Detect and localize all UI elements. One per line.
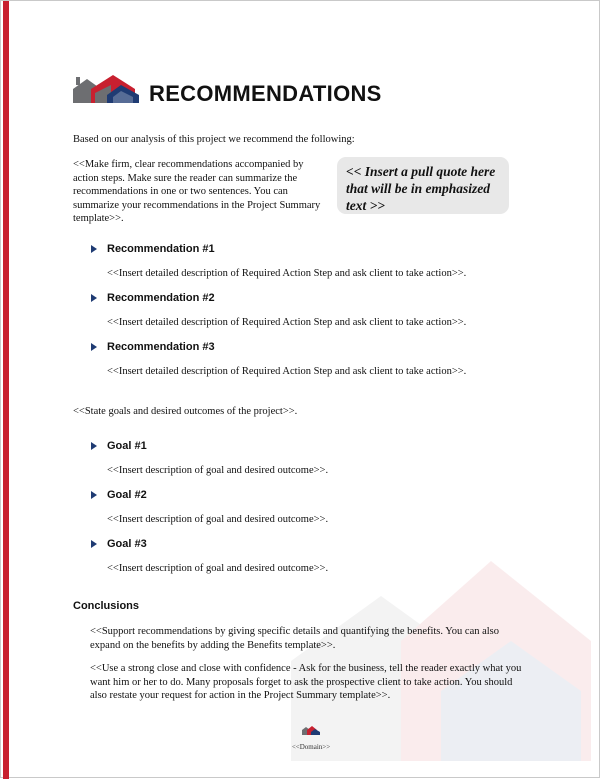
goal-title: Goal #1 <box>107 440 147 452</box>
recommendation-description: <<Insert detailed description of Required Action Step and ask client to take action>>. <box>107 366 467 377</box>
conclusions-paragraph: <<Support recommendations by giving specific details and quantifying the benefits. You can also expand on the benefits by adding the Benefits template>>. <box>90 626 500 651</box>
footer-domain-text: <<Domain>> <box>291 743 331 751</box>
bullet-arrow-icon <box>91 294 97 302</box>
footer <box>281 725 341 754</box>
recommendation-description: <<Insert detailed description of Required Action Step and ask client to take action>>. <box>107 268 467 279</box>
goal-description: <<Insert description of goal and desired outcome>>. <box>107 514 329 525</box>
page-title: RECOMMENDATIONS <box>149 81 382 106</box>
bullet-arrow-icon <box>91 245 97 253</box>
pull-quote: << Insert a pull quote here that will be in emphasized text >> <box>337 157 509 214</box>
goal-heading <box>91 438 147 454</box>
house-roofs-logo-icon <box>73 73 143 107</box>
footer-logo-icon <box>302 725 320 735</box>
bullet-arrow-icon <box>91 540 97 548</box>
recommendation-title: Recommendation #1 <box>107 243 215 255</box>
conclusions-heading: Conclusions <box>73 600 140 612</box>
recommendation-description: <<Insert detailed description of Required Action Step and ask client to take action>>. <box>107 317 467 328</box>
bullet-arrow-icon <box>91 442 97 450</box>
goals-intro-text: <<State goals and desired outcomes of the project>>. <box>73 406 298 417</box>
goal-title: Goal #3 <box>107 538 147 550</box>
bullet-arrow-icon <box>91 491 97 499</box>
intro-text: Based on our analysis of this project we recommend the following: <box>73 134 355 145</box>
goal-heading <box>91 536 147 552</box>
goal-description: <<Insert description of goal and desired outcome>>. <box>107 563 329 574</box>
recommendation-heading <box>91 339 215 355</box>
goal-heading <box>91 487 147 503</box>
goal-title: Goal #2 <box>107 489 147 501</box>
recommendation-title: Recommendation #3 <box>107 341 215 353</box>
left-accent-bar <box>3 1 9 779</box>
bullet-arrow-icon <box>91 343 97 351</box>
conclusions-paragraph: <<Use a strong close and close with confidence - Ask for the business, tell the reader exactly what you want him or her to do. Many proposals forget to ask the prospective client to take action. You should also restate your request for action in the Project Summary template>>. <box>90 663 522 701</box>
goal-description: <<Insert description of goal and desired outcome>>. <box>107 465 329 476</box>
recommendations-summary-paragraph: <<Make firm, clear recommendations accompanied by action steps. Make sure the reader can summarize the recommendations in one or two sentences. You can summarize your recommendations in the Project Summary template>>. <box>73 159 321 224</box>
recommendation-heading <box>91 241 215 257</box>
recommendation-heading <box>91 290 215 306</box>
recommendation-title: Recommendation #2 <box>107 292 215 304</box>
